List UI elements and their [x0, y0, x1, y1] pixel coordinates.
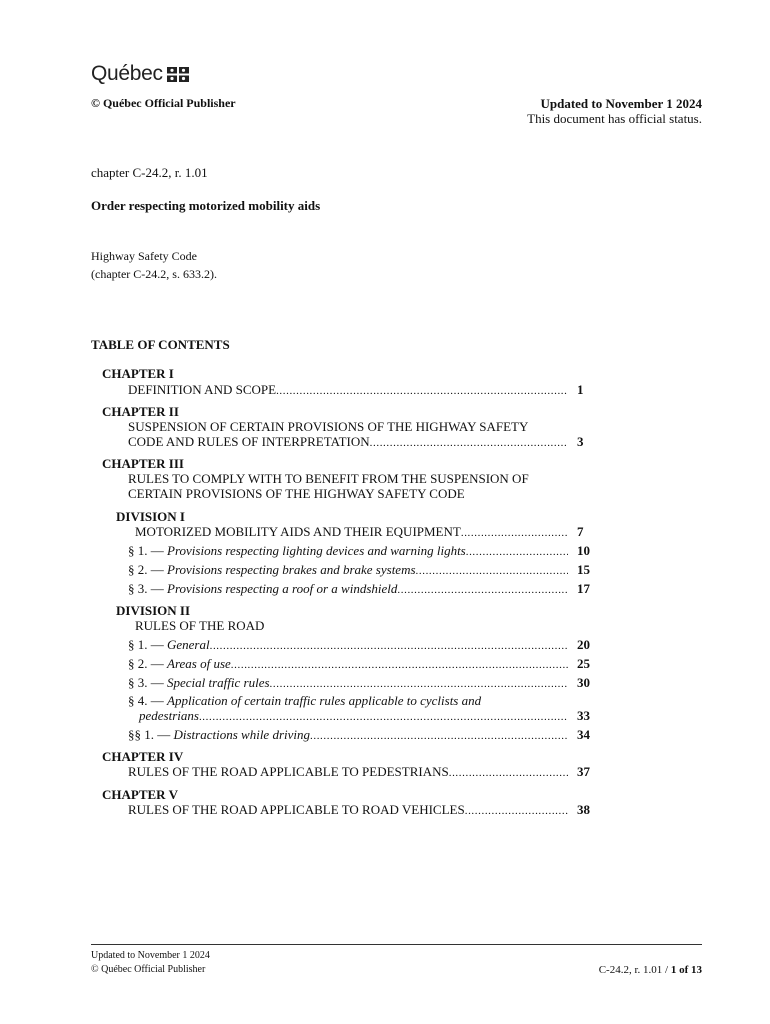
toc-page-number: 20	[577, 637, 590, 652]
dot-leader	[465, 804, 568, 819]
toc-page-number: 38	[577, 802, 590, 817]
dot-leader	[276, 384, 568, 399]
toc-entry-subdivision[interactable]	[139, 708, 568, 725]
dot-leader	[270, 677, 568, 692]
toc-page-number: 7	[577, 524, 584, 539]
section-number: § 2. —	[128, 562, 167, 577]
toc-chapter-label: CHAPTER IV	[102, 749, 184, 764]
toc-entry-chapter-4[interactable]	[128, 764, 568, 781]
toc-entry-chapter-1[interactable]	[128, 382, 568, 399]
section-number: § 1. —	[128, 637, 167, 652]
toc-entry-subdivision[interactable]	[128, 562, 568, 579]
toc-entry-title: MOTORIZED MOBILITY AIDS AND THEIR EQUIPMENT	[135, 524, 461, 539]
dot-leader	[397, 583, 568, 598]
toc-page-number: 25	[577, 656, 590, 671]
dot-leader	[466, 545, 568, 560]
toc-entry-title: RULES OF THE ROAD APPLICABLE TO PEDESTRIANS	[128, 764, 449, 779]
toc-page-number: 15	[577, 562, 590, 577]
publisher-line: © Québec Official Publisher	[91, 96, 236, 110]
toc-entry-chapter-5[interactable]	[128, 802, 568, 819]
toc-page-number: 37	[577, 764, 590, 779]
toc-entry-title: DEFINITION AND SCOPE	[128, 382, 277, 397]
toc-entry-title: CODE AND RULES OF INTERPRETATION	[128, 434, 370, 449]
toc-entry-title-line: SUSPENSION OF CERTAIN PROVISIONS OF THE HIGHWAY SAFETY	[128, 419, 529, 434]
chapter-reference: chapter C-24.2, r. 1.01	[91, 165, 208, 180]
footer-page-reference	[599, 964, 702, 976]
dot-leader	[449, 766, 568, 781]
dot-leader	[461, 526, 568, 541]
toc-page-number: 17	[577, 581, 590, 596]
toc-heading: TABLE OF CONTENTS	[91, 337, 230, 352]
section-number: § 3. —	[128, 581, 167, 596]
enabling-law: Highway Safety Code	[91, 249, 197, 263]
dot-leader	[416, 564, 568, 579]
toc-page-number: 34	[577, 727, 590, 742]
footer-regulation-ref: C-24.2, r. 1.01 /	[598, 964, 671, 976]
toc-entry-subdivision[interactable]	[128, 543, 568, 560]
logo-wordmark: Québec	[91, 62, 163, 85]
toc-entry-title: Provisions respecting brakes and brake systems	[167, 562, 416, 577]
toc-entry-subdivision[interactable]	[128, 581, 568, 598]
dot-leader	[310, 729, 568, 744]
toc-entry-subdivision[interactable]	[128, 656, 568, 673]
toc-entry-title: Provisions respecting lighting devices and warning lights	[167, 543, 466, 558]
toc-chapter-label: CHAPTER II	[102, 404, 179, 419]
toc-chapter-label: CHAPTER I	[102, 366, 174, 381]
toc-entry-title: Special traffic rules	[167, 675, 270, 690]
footer-publisher: © Québec Official Publisher	[91, 964, 206, 975]
toc-entry-subdivision[interactable]	[128, 637, 568, 654]
toc-page-number: 1	[577, 382, 584, 397]
toc-page-number: 3	[577, 434, 584, 449]
toc-chapter-label: CHAPTER III	[102, 456, 184, 471]
toc-chapter-label: CHAPTER V	[102, 787, 178, 802]
toc-entry-title-line	[128, 693, 568, 708]
fleur-de-lis-flag-icon	[167, 67, 189, 82]
toc-page-number: 30	[577, 675, 590, 690]
toc-division-label: DIVISION II	[116, 603, 191, 618]
footer-updated-date: Updated to November 1 2024	[91, 950, 210, 961]
toc-entry-title: RULES OF THE ROAD APPLICABLE TO ROAD VEHICLES	[128, 802, 465, 817]
dot-leader	[370, 436, 568, 451]
toc-page-number: 33	[577, 708, 590, 723]
footer-divider	[91, 944, 702, 945]
toc-entry-title: General	[167, 637, 210, 652]
section-number: §§ 1. —	[128, 727, 174, 742]
section-number: § 3. —	[128, 675, 167, 690]
quebec-logo	[91, 62, 189, 86]
official-status: This document has official status.	[527, 111, 702, 126]
section-number: § 2. —	[128, 656, 167, 671]
toc-page-number: 10	[577, 543, 590, 558]
enabling-law-reference: (chapter C-24.2, s. 633.2).	[91, 267, 217, 281]
toc-entry-title: Areas of use	[167, 656, 231, 671]
toc-entry-title: Application of certain traffic rules applicable to cyclists and	[167, 693, 482, 708]
toc-entry-title-line: CERTAIN PROVISIONS OF THE HIGHWAY SAFETY CODE	[128, 486, 465, 501]
dot-leader	[199, 710, 568, 725]
page-indicator: 1 of 13	[670, 964, 702, 976]
toc-entry-title: Provisions respecting a roof or a windshield	[167, 581, 398, 596]
toc-entry-division-1[interactable]	[135, 524, 568, 541]
toc-entry-title-line: RULES TO COMPLY WITH TO BENEFIT FROM THE SUSPENSION OF	[128, 471, 529, 486]
section-number: § 4. —	[128, 693, 167, 708]
toc-entry-title: pedestrians	[139, 708, 199, 723]
toc-entry-chapter-2[interactable]	[128, 434, 568, 451]
document-title: Order respecting motorized mobility aids	[91, 198, 321, 213]
toc-division-label: DIVISION I	[116, 509, 185, 524]
dot-leader	[231, 658, 568, 673]
toc-entry-subsubdivision[interactable]	[128, 727, 568, 744]
dot-leader	[210, 639, 568, 654]
section-number: § 1. —	[128, 543, 167, 558]
toc-entry-subdivision[interactable]	[128, 675, 568, 692]
updated-date: Updated to November 1 2024	[540, 96, 702, 111]
toc-entry-title: Distractions while driving	[173, 727, 310, 742]
toc-entry-title-line: RULES OF THE ROAD	[135, 618, 265, 633]
